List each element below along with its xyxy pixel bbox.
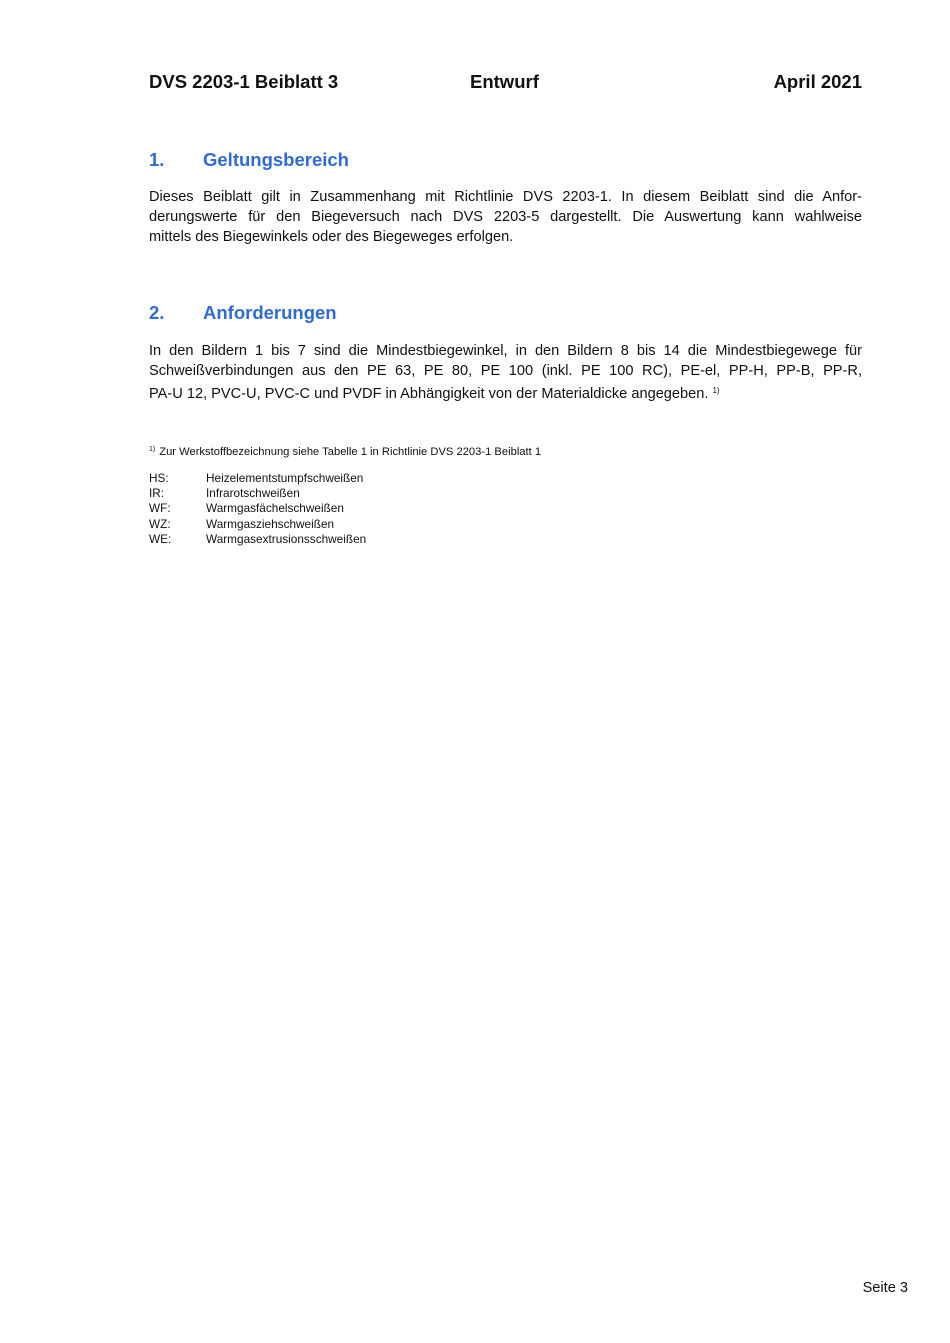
abbreviation-code: HS: [149, 471, 169, 485]
abbreviation-meaning: Warmgasextrusionsschweißen [206, 531, 367, 546]
section-number: 2. [149, 302, 165, 323]
abbreviation-code: WZ: [149, 516, 171, 531]
paragraph-line-text: PA-U 12, PVC-U, PVC-C und PVDF in Abhängigkeit von der Materialdicke angegeben. [149, 386, 709, 402]
footnote-text: Zur Werkstoffbezeichnung siehe Tabelle 1 in Richtlinie DVS 2203-1 Beiblatt 1 [159, 446, 542, 458]
page-header [149, 71, 862, 95]
document-id: DVS 2203-1 Beiblatt 3 [149, 71, 339, 92]
paragraph-line: Schweißverbindungen aus den PE 63, PE 80, PE 100 (inkl. PE 100 RC), PE-el, PP-H, PP-B, PP-R, [149, 363, 862, 379]
page-number: Seite 3 [862, 1280, 908, 1296]
abbreviation-item [149, 517, 366, 532]
footnote-reference: 1) [712, 386, 720, 395]
abbreviation-meaning: Infrarotschweißen [206, 486, 300, 501]
abbreviation-code: IR: [149, 486, 165, 501]
abbreviation-item [149, 486, 366, 501]
paragraph-line: derungswerte für den Biegeversuch nach DVS 2203-5 dargestellt. Die Auswertung kann wahlweise [149, 209, 862, 225]
abbreviation-meaning: Warmgasfächelschweißen [206, 501, 344, 516]
footnote [149, 446, 541, 458]
section-heading-scope [149, 149, 349, 171]
abbreviation-item [149, 471, 366, 486]
abbreviation-meaning: Heizelementstumpfschweißen [206, 471, 364, 485]
abbreviation-list [149, 471, 366, 547]
section-title: Anforderungen [203, 302, 337, 323]
abbreviation-item [149, 501, 366, 516]
section-heading-requirements [149, 302, 337, 324]
section-number: 1. [149, 149, 165, 170]
paragraph-line: mittels des Biegewinkels oder des Biegeweges erfolgen. [149, 229, 514, 245]
footnote-marker: 1) [149, 446, 156, 453]
abbreviation-code: WE: [149, 531, 172, 546]
section-paragraph-requirements [149, 341, 862, 404]
paragraph-line: In den Bildern 1 bis 7 sind die Mindestbiegewinkel, in den Bildern 8 bis 14 die Mindestbiegewege für [149, 343, 862, 359]
document-status: Entwurf [470, 71, 539, 92]
section-paragraph-scope [149, 187, 862, 247]
abbreviation-code: WF: [149, 501, 171, 516]
document-date: April 2021 [773, 71, 862, 92]
section-title: Geltungsbereich [203, 149, 349, 170]
abbreviation-meaning: Warmgasziehschweißen [206, 516, 335, 531]
paragraph-line: Dieses Beiblatt gilt in Zusammenhang mit Richtlinie DVS 2203-1. In diesem Beiblatt sind die Anfor- [149, 189, 862, 205]
abbreviation-item [149, 532, 366, 547]
paragraph-line [149, 381, 862, 404]
